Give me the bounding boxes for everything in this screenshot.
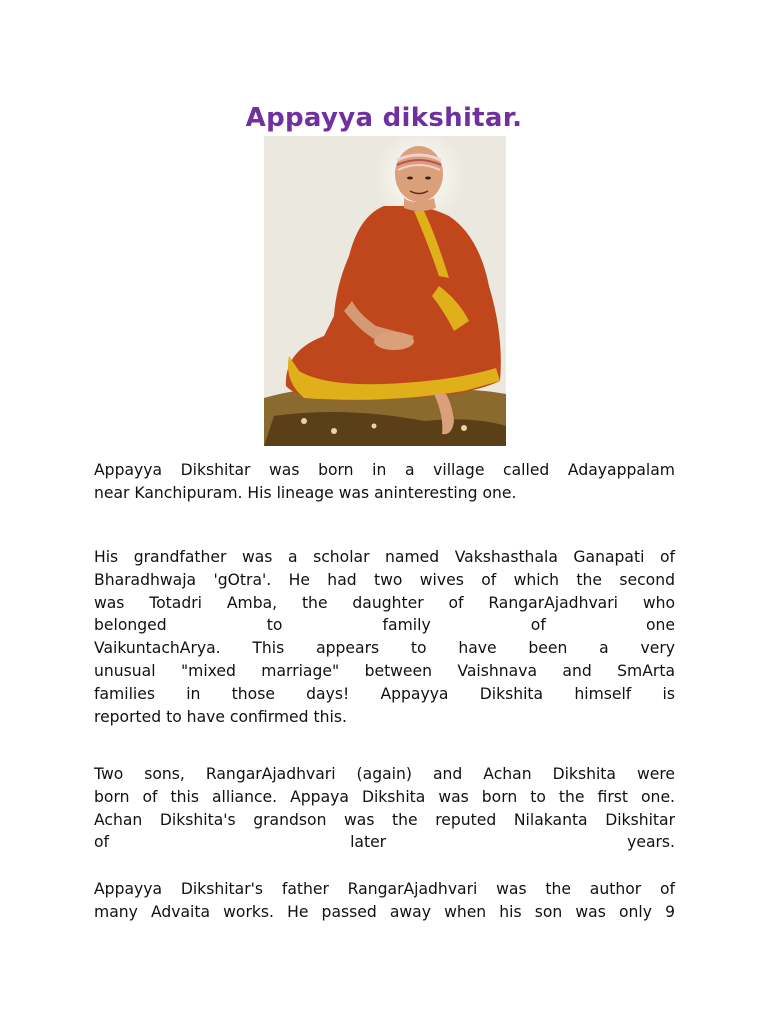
text-line: Two sons, RangarAjadhvari (again) and Achan Dikshita were [94, 765, 675, 783]
portrait-illustration [264, 136, 506, 446]
paragraph-grandfather [94, 546, 675, 728]
text-line: near Kanchipuram. His lineage was aninteresting one. [94, 483, 517, 502]
text-line: born of this alliance. Appaya Dikshita was born to the first one. [94, 787, 675, 806]
text-line: His grandfather was a scholar named Vakshasthala Ganapati of [94, 548, 675, 566]
text-line: reported to have confirmed this. [94, 707, 347, 726]
text-line: Appayya Dikshitar was born in a village called Adayappalam [94, 461, 675, 479]
portrait-image [264, 136, 506, 446]
text-line: was Totadri Amba, the daughter of RangarAjadhvari who [94, 593, 675, 612]
text-line: Appayya Dikshitar's father RangarAjadhvari was the author of [94, 880, 675, 898]
text-line: many Advaita works. He passed away when his son was only 9 [94, 902, 675, 921]
text-line: Achan Dikshita's grandson was the reputed Nilakanta Dikshitar [94, 810, 675, 829]
text-line: VaikuntachArya. This appears to have been a very [94, 639, 675, 658]
text-line: belonged to family of one [94, 616, 675, 635]
text-line: unusual "mixed marriage" between Vaishnava and SmArta [94, 661, 675, 680]
text-line: Bharadhwaja 'gOtra'. He had two wives of which the second [94, 570, 675, 589]
paragraph-sons [94, 763, 675, 854]
text-line: of later years. [94, 833, 675, 852]
text-line: families in those days! Appayya Dikshita himself is [94, 684, 675, 703]
paragraph-birth [94, 459, 675, 505]
paragraph-father [94, 878, 675, 924]
page-title: Appayya dikshitar. [245, 103, 523, 134]
